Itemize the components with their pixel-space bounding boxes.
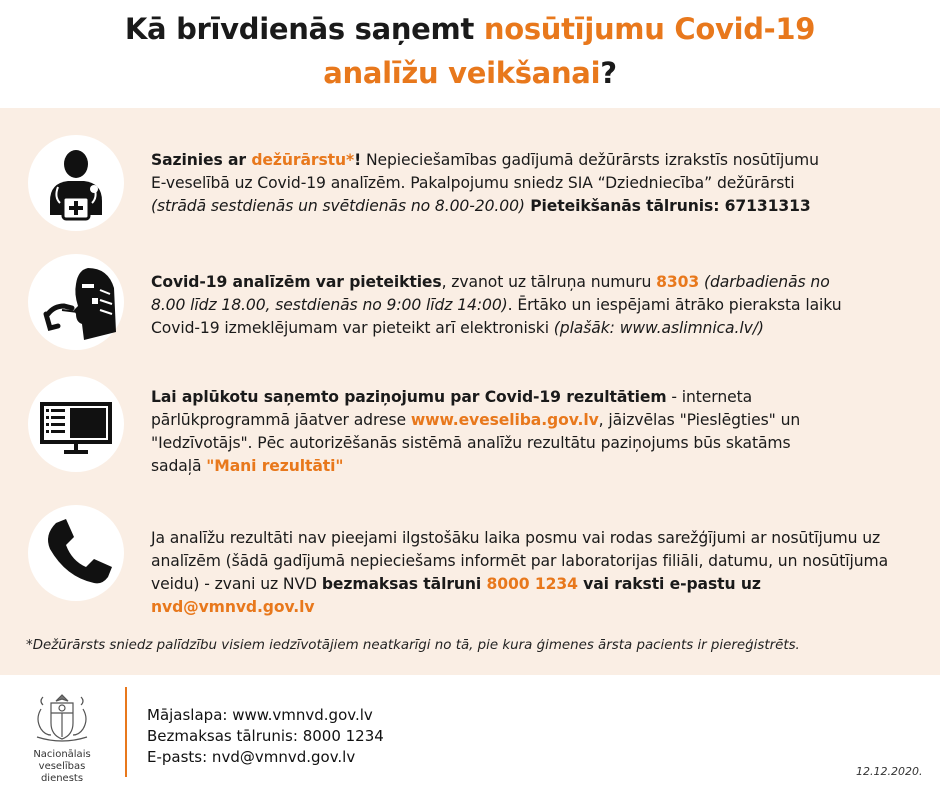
title-highlight-2: analīžu veikšanai [323, 56, 601, 90]
footer-contacts [147, 705, 384, 768]
block1-line1: Sazinies ar dežūrārstu*! Nepieciešamības gadījumā dežūrārsts izrakstīs nosūtījumu [151, 151, 819, 169]
info-block-contact [151, 527, 921, 619]
coat-of-arms-icon [27, 689, 97, 747]
block3-line4: sadaļā "Mani rezultāti" [151, 457, 344, 475]
block3-line3: "Iedzīvotājs". Pēc autorizēšanās sistēmā analīžu rezultātu paziņojums būs skatāms [151, 434, 791, 452]
block2-line1: Covid-19 analīzēm var pieteikties, zvanot uz tālruņa numuru 8303 (darbadienās no [151, 273, 830, 291]
title-line-2: analīžu veikšanai? [323, 56, 617, 90]
block4-line3: veidu) - zvani uz NVD bezmaksas tālruni 8000 1234 vai raksti e-pastu uz nvd@vmnvd.gov.lv [151, 575, 761, 616]
block4-line2: analīzēm (šādā gadījumā nepieciešams informēt par laboratorijas filiāli, datumu, un nosūtījuma [151, 552, 889, 570]
covid-test-icon-circle [28, 254, 124, 350]
free-phone-number[interactable]: 8000 1234 [486, 575, 578, 593]
title-highlight: nosūtījumu Covid-19 [483, 12, 816, 46]
title-line-1: Kā brīvdienās saņemt nosūtījumu Covid-19 [124, 12, 816, 46]
page-footer [0, 675, 940, 788]
block4-line1: Ja analīžu rezultāti nav pieejami ilgstošāku laika posmu vai rodas sarežģījumi ar nosūtījumu uz [151, 529, 881, 547]
footer-date: 12.12.2020. [856, 765, 923, 778]
doctor-icon [28, 135, 124, 231]
block3-line2: pārlūkprogrammā jāatver adrese www.eveseliba.gov.lv, jāizvēlas "Pieslēgties" un [151, 411, 801, 429]
block2-line3: Covid-19 izmeklējumam var pieteikt arī elektroniski (plašāk: www.aslimnica.lv/) [151, 319, 764, 337]
computer-screen-icon [28, 376, 124, 472]
footnote: *Dežūrārsts sniedz palīdzību visiem iedzīvotājiem neatkarīgi no tā, pie kura ģimenes ārsta pacients ir piereģistrēts. [26, 638, 800, 653]
doctor-icon-circle [28, 135, 124, 231]
computer-screen-icon-circle [28, 376, 124, 472]
footer-divider [125, 687, 127, 777]
phone-icon-circle [28, 505, 124, 601]
footer-website[interactable]: Mājaslapa: www.vmnvd.gov.lv [147, 706, 373, 724]
nvd-logo [12, 689, 112, 784]
block1-line3: (strādā sestdienās un svētdienās no 8.00-20.00) Pieteikšanās tālrunis: 67131313 [151, 197, 811, 215]
info-block-doctor [151, 149, 921, 218]
logo-text-2: dienests [40, 773, 84, 784]
nvd-email-link[interactable]: nvd@vmnvd.gov.lv [151, 598, 315, 616]
block1-line2: E-veselībā uz Covid-19 analīzēm. Pakalpojumu sniedz SIA “Dziedniecība” dežūrārsti [151, 174, 795, 192]
footer-email[interactable]: E-pasts: nvd@vmnvd.gov.lv [147, 748, 356, 766]
footer-phone: Bezmaksas tālrunis: 8000 1234 [147, 727, 384, 745]
info-block-appointment [151, 271, 921, 340]
block2-line2: 8.00 līdz 18.00, sestdienās no 9:00 līdz 14:00). Ērtāko un iespējami ātrāko pieraksta laiku [151, 296, 842, 314]
phone-icon [28, 505, 124, 601]
covid-test-icon [28, 254, 124, 350]
page-header [0, 0, 940, 108]
logo-text-1: Nacionālais veselības [33, 749, 91, 772]
block3-line1: Lai aplūkotu saņemto paziņojumu par Covid-19 rezultātiem - interneta [151, 388, 753, 406]
eveseliba-link[interactable]: www.eveseliba.gov.lv [410, 411, 599, 429]
info-block-results [151, 386, 921, 478]
